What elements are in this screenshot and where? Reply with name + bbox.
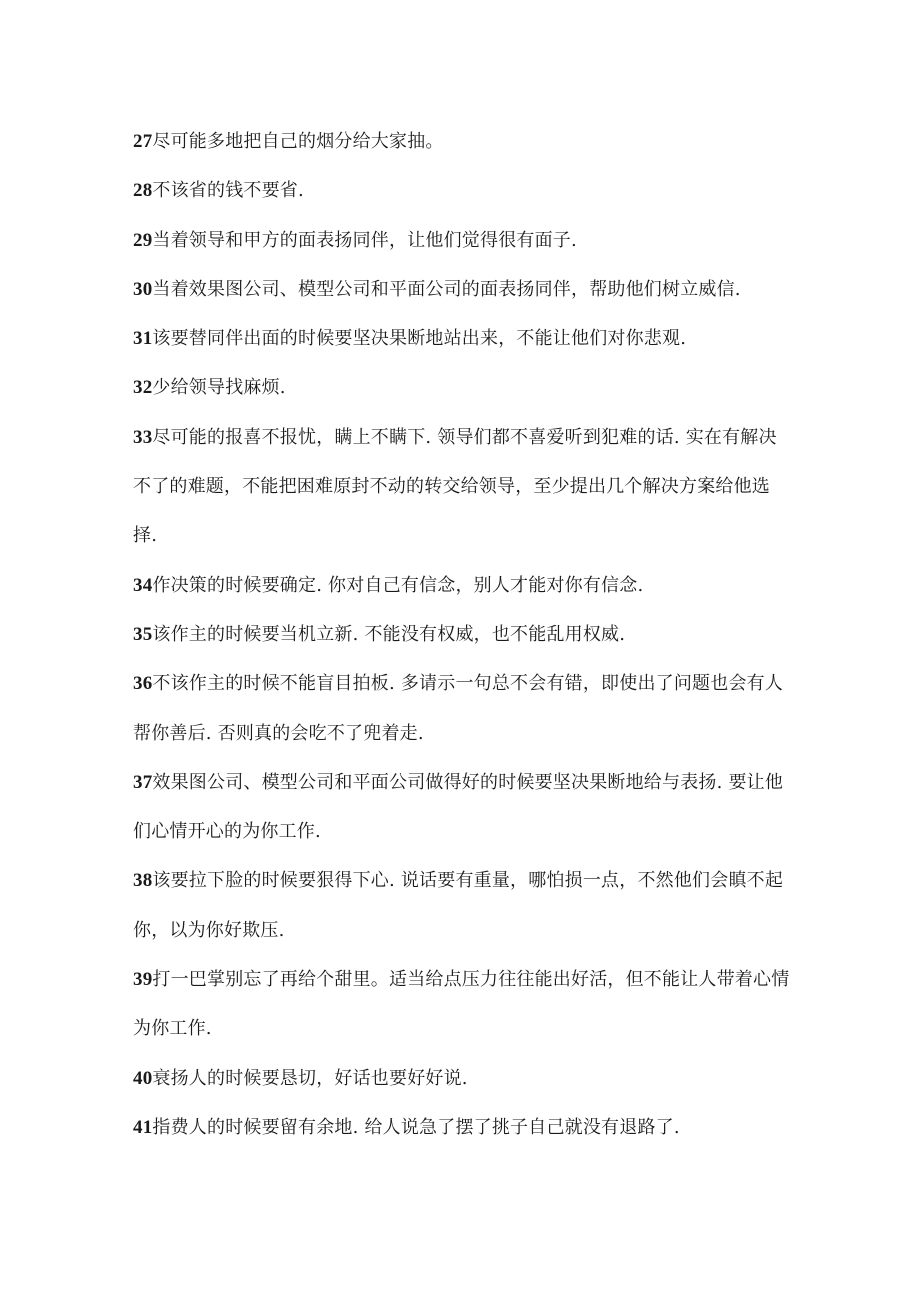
item-number: 34: [133, 574, 153, 596]
list-item: [133, 1054, 793, 1103]
item-number: 28: [133, 180, 153, 202]
list-item: [133, 561, 793, 610]
item-text: 少给领导找麻烦.: [152, 377, 286, 399]
item-text: 该要拉下脸的时候要狠得下心. 说话要有重量，哪怕损一点，不然他们会瞋不起你，以为你好欺压.: [133, 870, 784, 941]
item-text: 当着领导和甲方的面表扬同伴，让他们觉得很有面子.: [152, 229, 577, 251]
item-number: 39: [133, 969, 153, 991]
list-item: [133, 166, 793, 215]
item-number: 37: [133, 771, 153, 793]
list-item: [133, 117, 793, 166]
list-item: [133, 856, 793, 955]
item-text: 效果图公司、模型公司和平面公司做得好的时候要坚决果断地给与表扬. 要让他们心情开心的为你工作.: [133, 771, 784, 843]
item-number: 27: [133, 131, 153, 152]
item-text: 尽可能多地把自己的烟分给大家抽。: [152, 131, 444, 152]
item-text: 该要替同伴出面的时候要坚决果断地站出来，不能让他们对你悲观.: [152, 328, 687, 350]
item-number: 36: [133, 673, 153, 695]
item-text: 尽可能的报喜不报忧，瞒上不瞒下. 领导们都不喜爱听到犯难的话. 实在有解决不了的难题，不能把困难原封不动的转交给领导，至少提出几个解决方案给他选择.: [133, 426, 777, 547]
item-text: 当着效果图公司、模型公司和平面公司的面表扬同伴，帮助他们树立威信.: [152, 278, 741, 300]
list-item: [133, 758, 793, 857]
list-item: [133, 955, 793, 1054]
item-number: 35: [133, 623, 153, 645]
item-text: 衰扬人的时候要恳切，好话也要好好说.: [152, 1067, 468, 1089]
item-number: 30: [133, 278, 153, 300]
item-text: 作决策的时候要确定. 你对自己有信念，别人才能对你有信念.: [152, 574, 644, 596]
item-text: 该作主的时候要当机立新. 不能没有权威，也不能乱用权威.: [152, 623, 626, 645]
list-item: [133, 265, 793, 314]
item-number: 31: [133, 328, 153, 350]
list-item: [133, 610, 793, 659]
item-number: 33: [133, 426, 153, 448]
item-number: 38: [133, 870, 153, 892]
list-item: [133, 659, 793, 758]
list-item: [133, 314, 793, 363]
item-number: 41: [133, 1116, 153, 1138]
list-item: [133, 363, 793, 412]
list-item: [133, 413, 793, 561]
item-number: 40: [133, 1067, 153, 1089]
list-item: [133, 216, 793, 265]
item-text: 不该作主的时候不能盲目拍板. 多请示一句总不会有错，即使出了问题也会有人帮你善后. 否则真的会吃不了兜着走.: [133, 673, 784, 744]
item-text: 指费人的时候要留有余地. 给人说急了摆了挑子自己就没有退路了.: [152, 1116, 680, 1138]
tips-list: [133, 117, 793, 1152]
list-item: [133, 1103, 793, 1152]
item-text: 打一巴掌别忘了再给个甜里。适当给点压力往往能出好活，但不能让人带着心情为你工作.: [133, 969, 790, 1040]
item-number: 29: [133, 229, 153, 251]
item-number: 32: [133, 377, 153, 399]
item-text: 不该省的钱不要省.: [152, 180, 304, 202]
